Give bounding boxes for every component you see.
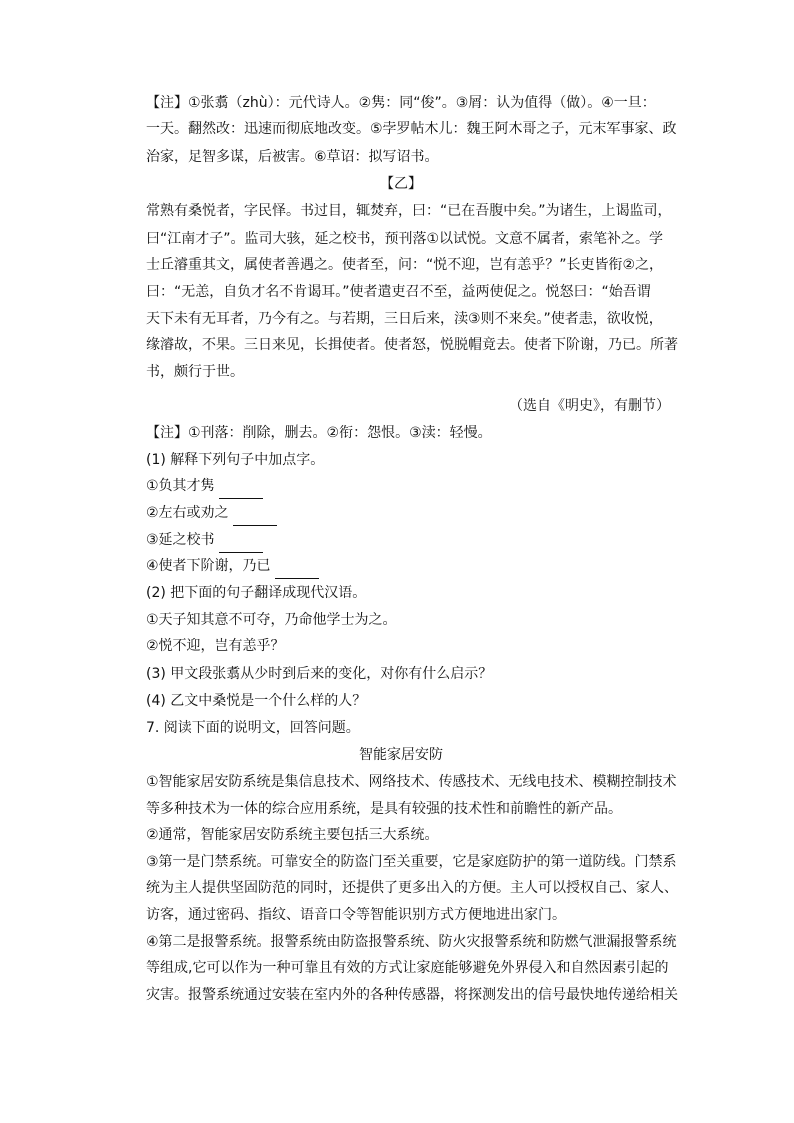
text-line [146, 473, 686, 499]
line-text: ④使者下阶谢，乃已 [146, 558, 271, 574]
answer-blank[interactable] [275, 564, 319, 579]
text-line [146, 306, 686, 332]
line-text: ①天子知其意不可夺，乃命他学士为之。 [146, 612, 397, 628]
line-text: (3) 甲文段张翥从少时到后来的变化，对你有什么启示？ [146, 666, 493, 682]
answer-blank[interactable] [233, 511, 277, 526]
text-line [146, 688, 686, 714]
line-text: 常熟有桑悦者，字民怿。书过目，辄焚弃，曰：“已在吾腹中矣。”为诸生，上谒监司， [146, 203, 672, 219]
text-line [146, 553, 686, 579]
line-text: ②通常，智能家居安防系统主要包括三大系统。 [146, 827, 439, 843]
line-text: （选自《明史》，有删节） [509, 398, 670, 414]
text-line [146, 769, 686, 795]
line-text: 【注】①刊落：削除，删去。②衔：怨恨。③渎：轻慢。 [146, 425, 492, 441]
line-text: 【注】①张翥（zhù）：元代诗人。②隽：同“俊”。③屑：认为值得（做）。④一旦： [146, 95, 656, 111]
line-text: 天下未有无耳者，乃今有之。与若期，三日后来，渎③则不来矣。”使者恚，欲收悦， [146, 311, 663, 327]
line-text: 士丘濬重其文，属使者善遇之。使者至，问：“悦不迎，岂有恙乎？”长吏皆衔②之， [146, 257, 664, 273]
text-line [146, 796, 686, 822]
text-line [146, 527, 686, 553]
line-text: 曰：“无恙，自负才名不肯谒耳。”使者遣吏召不至，益两使促之。悦怒曰：“始吾谓 [146, 284, 651, 300]
text-line [146, 116, 686, 142]
text-line [146, 633, 686, 659]
text-line [146, 393, 670, 419]
line-text: ④第二是报警系统。报警系统由防盗报警系统、防火灾报警系统和防燃气泄漏报警系统 [146, 934, 677, 950]
line-text: 智能家居安防 [359, 747, 443, 763]
text-line [146, 420, 686, 446]
text-line [146, 252, 686, 278]
text-line [146, 198, 686, 224]
line-text: 7. 阅读下面的说明文，回答问题。 [146, 720, 360, 736]
text-line [146, 279, 686, 305]
line-text: ①智能家居安防系统是集信息技术、网络技术、传感技术、无线电技术、模糊控制技术 [146, 774, 677, 790]
text-line [146, 715, 686, 741]
line-text: ②左右或劝之 [146, 505, 229, 521]
text-line [146, 332, 686, 358]
line-text: 书，颇行于世。 [146, 364, 244, 380]
text-line [146, 500, 686, 526]
text-line [146, 359, 686, 385]
line-text: ②悦不迎，岂有恙乎？ [146, 638, 285, 654]
text-line [146, 955, 686, 981]
text-line [146, 171, 656, 197]
line-text: 治家，足智多谋，后被害。⑥草诏：拟写诏书。 [146, 149, 439, 165]
text-line [146, 902, 686, 928]
answer-blank[interactable] [219, 484, 263, 499]
line-text: (1) 解释下列句子中加点字。 [146, 452, 325, 468]
line-text: ①负其才隽 [146, 478, 215, 494]
answer-blank[interactable] [219, 538, 263, 553]
text-line [146, 849, 686, 875]
line-text: 统为主人提供坚固防范的同时，还提供了更多出入的方便。主人可以授权自己、家人、 [146, 880, 678, 896]
text-line [146, 742, 656, 768]
text-line [146, 90, 686, 116]
line-text: 曰“江南才子”。监司大骇，延之校书，预刊落①以试悦。文意不属者，索笔补之。学 [146, 231, 664, 247]
line-text: (4) 乙文中桑悦是一个什么样的人？ [146, 693, 367, 709]
text-line [146, 144, 686, 170]
text-line [146, 982, 686, 1008]
line-text: 访客，通过密码、指纹、语音口令等智能识别方式方便地进出家门。 [146, 907, 566, 923]
text-line [146, 661, 686, 687]
line-text: (2) 把下面的句子翻译成现代汉语。 [146, 585, 367, 601]
line-text: 【乙】 [380, 176, 422, 192]
line-text: 灾害。报警系统通过安装在室内外的各种传感器，将探测发出的信号最快地传递给相关 [146, 987, 678, 1003]
text-line [146, 607, 686, 633]
text-line [146, 226, 686, 252]
line-text: 缘濬故，不果。三日来见，长揖使者。使者怒，悦脱帽竟去。使者下阶谢，乃已。所著 [146, 337, 678, 353]
line-text: ③延之校书 [146, 532, 215, 548]
line-text: 一天。翻然改：迅速而彻底地改变。⑤孛罗帖木儿：魏王阿木哥之子，元末军事家、政 [146, 121, 677, 137]
text-line [146, 875, 686, 901]
text-line [146, 447, 686, 473]
line-text: ③第一是门禁系统。可靠安全的防盗门至关重要，它是家庭防护的第一道防线。门禁系 [146, 854, 677, 870]
text-line [146, 580, 686, 606]
text-line [146, 929, 686, 955]
text-line [146, 822, 686, 848]
line-text: 等多种技术为一体的综合应用系统，是具有较强的技术性和前瞻性的新产品。 [146, 801, 622, 817]
line-text: 等组成,它可以作为一种可靠且有效的方式让家庭能够避免外界侵入和自然因素引起的 [146, 960, 669, 976]
